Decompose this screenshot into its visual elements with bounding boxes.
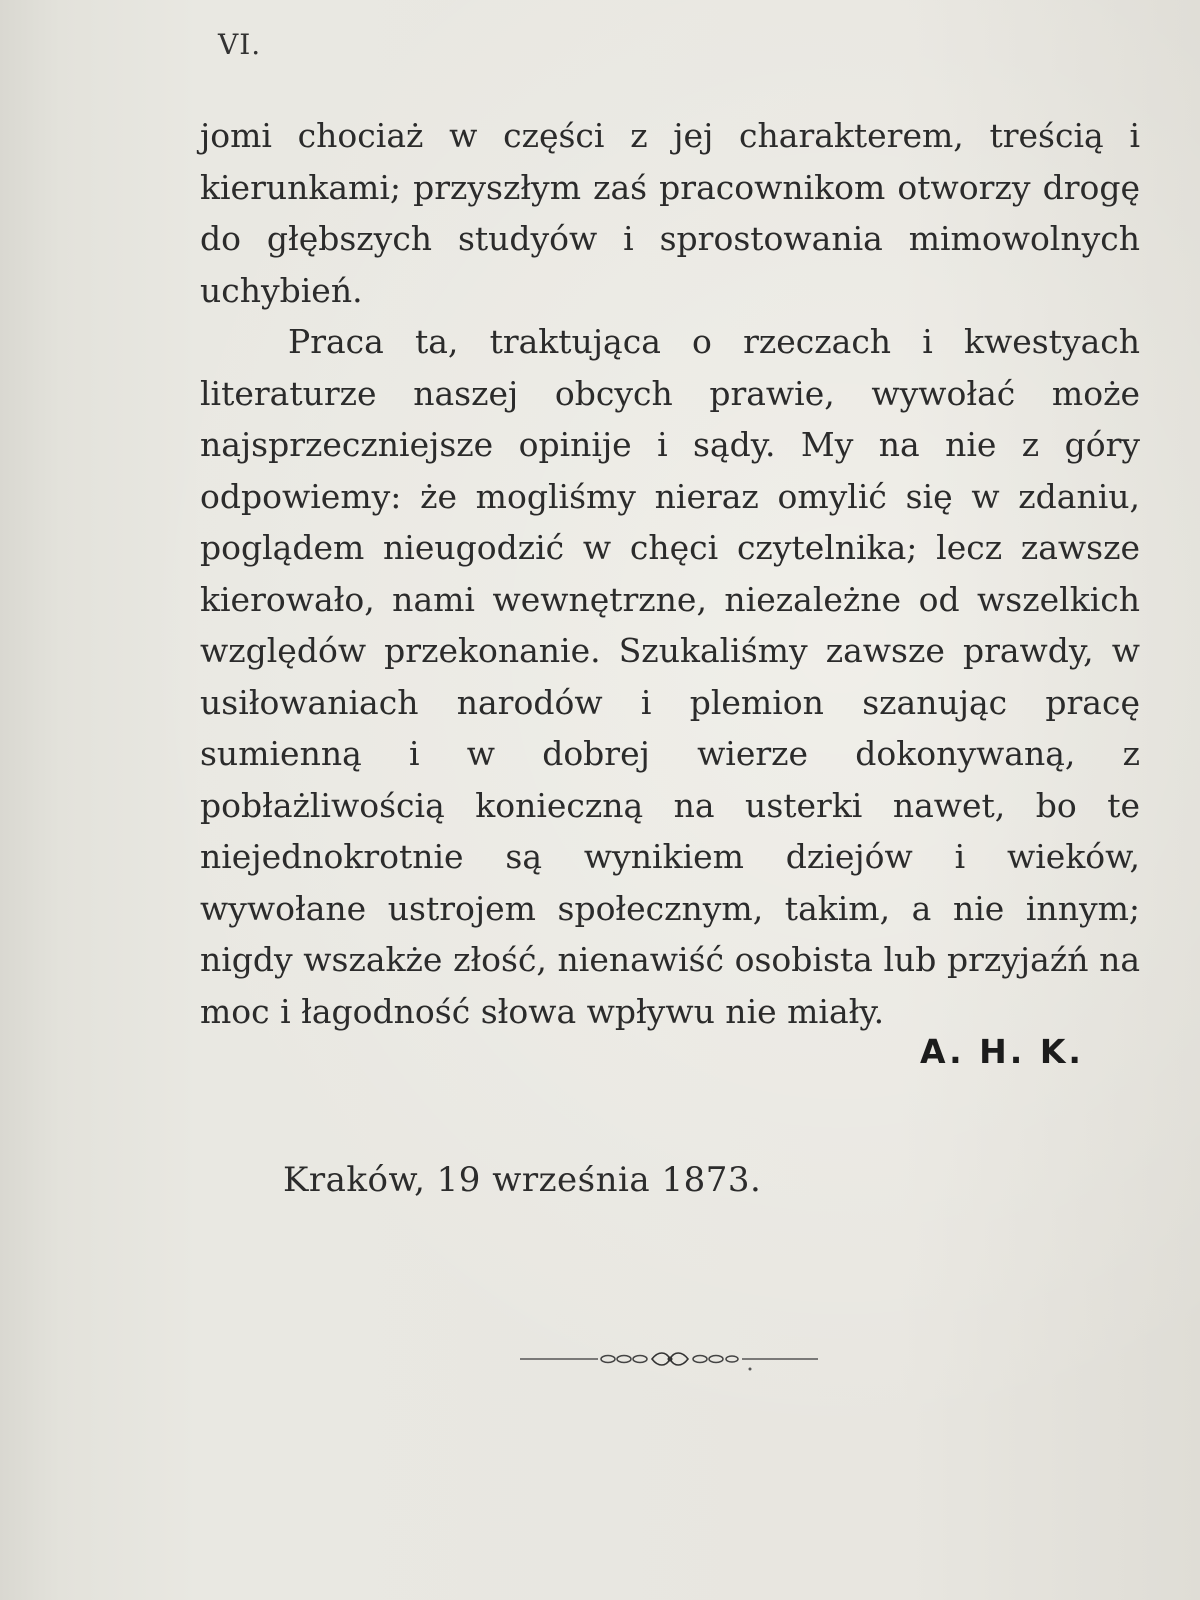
paragraph-continuation: jomi chociaż w części z jej charakterem, treścią i kierunkami; przyszłym zaś pracownikom otworzy drogę do głębszych studyów i sprostowania mimowolnych uchybień.	[200, 116, 1140, 310]
ornament-divider-icon	[520, 1345, 820, 1375]
body-text	[200, 110, 1140, 1037]
paragraph-main: Praca ta, traktująca o rzeczach i kwestyach literaturze naszej obcych prawie, wywołać może najsprzeczniejsze opinije i sądy. My na nie z góry odpowiemy: że mogliśmy nieraz omylić się w zdaniu, poglądem nieugodzić w chęci czytelnika; lecz zawsze kierowało, nami wewnętrzne, niezależne od wszelkich względów przekonanie. Szukaliśmy zawsze prawdy, w usiłowaniach narodów i plemion szanując pracę sumienną i w dobrej wierze dokonywaną, z pobłażliwością konieczną na usterki nawet, bo te niejednokrotnie są wynikiem dziejów i wieków, wywołane ustrojem społecznym, takim, a nie innym; nigdy wszakże złość, nienawiść osobista lub przyjaźń na moc i łagodność słowa wpływu nie miały.	[200, 322, 1140, 1031]
place-date: Kraków, 19 września 1873.	[283, 1160, 762, 1200]
page-number: VI.	[218, 28, 262, 61]
author-initials: A. H. K.	[920, 1032, 1084, 1071]
